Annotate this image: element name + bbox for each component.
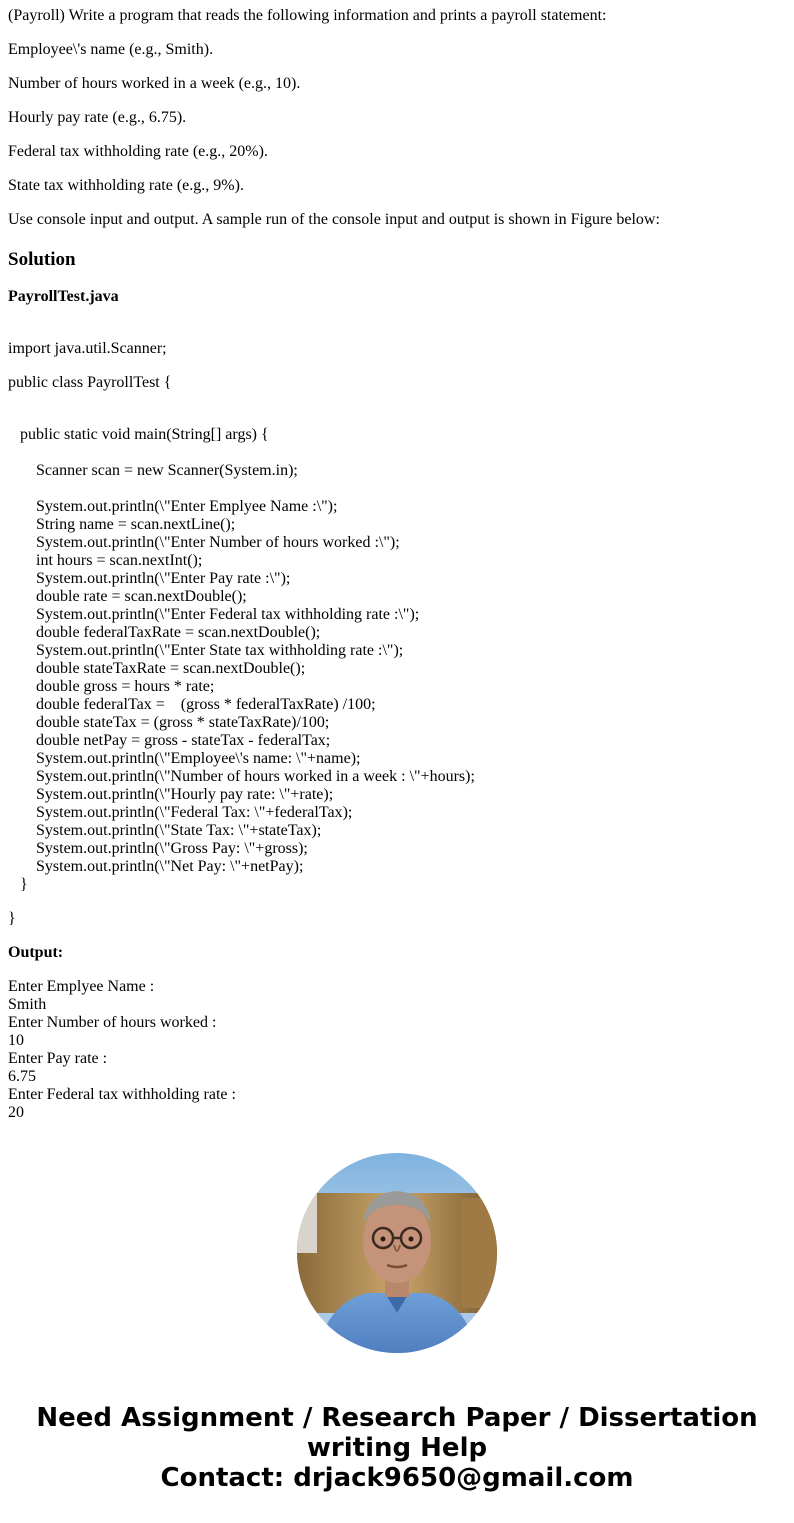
code-line: 20 bbox=[8, 1104, 24, 1121]
code-block-scanner bbox=[8, 462, 298, 480]
contact-banner bbox=[0, 1403, 794, 1493]
code-line: Enter Emplyee Name : bbox=[8, 978, 155, 995]
code-line: System.out.println(\"Enter State tax withholding rate :\"); bbox=[8, 642, 404, 659]
code-line: 10 bbox=[8, 1032, 24, 1049]
banner-line-3: Contact: drjack9650@gmail.com bbox=[160, 1463, 634, 1493]
code-block-class bbox=[8, 374, 171, 392]
code-line: Enter Pay rate : bbox=[8, 1050, 108, 1067]
code-line: double stateTax = (gross * stateTaxRate)/100; bbox=[8, 714, 330, 731]
question-item-hours: Number of hours worked in a week (e.g., 10). bbox=[8, 75, 301, 92]
code-line: System.out.println(\"Hourly pay rate: \"+rate); bbox=[8, 786, 334, 803]
code-line: System.out.println(\"Gross Pay: \"+gross); bbox=[8, 840, 308, 857]
author-photo bbox=[297, 1153, 497, 1353]
code-line: System.out.println(\"State Tax: \"+stateTax); bbox=[8, 822, 322, 839]
code-line: } bbox=[8, 910, 16, 927]
output-label: Output: bbox=[8, 944, 64, 961]
code-line: System.out.println(\"Number of hours worked in a week : \"+hours); bbox=[8, 768, 475, 785]
code-line: Smith bbox=[8, 996, 47, 1013]
solution-heading: Solution bbox=[8, 249, 76, 270]
code-block-body bbox=[8, 498, 475, 894]
code-line: System.out.println(\"Employee\'s name: \"+name); bbox=[8, 750, 361, 767]
author-avatar bbox=[297, 1153, 497, 1353]
code-line: 6.75 bbox=[8, 1068, 36, 1085]
code-block-import bbox=[8, 340, 167, 358]
code-block-main bbox=[8, 426, 269, 444]
code-line: } bbox=[8, 876, 28, 893]
solution-filename: PayrollTest.java bbox=[8, 288, 119, 305]
code-block-close bbox=[8, 910, 16, 928]
code-line: public class PayrollTest { bbox=[8, 374, 172, 391]
code-line: System.out.println(\"Federal Tax: \"+federalTax); bbox=[8, 804, 353, 821]
code-line: System.out.println(\"Enter Number of hours worked :\"); bbox=[8, 534, 400, 551]
code-line: double rate = scan.nextDouble(); bbox=[8, 588, 247, 605]
code-line: System.out.println(\"Enter Pay rate :\"); bbox=[8, 570, 291, 587]
code-line: double gross = hours * rate; bbox=[8, 678, 215, 695]
code-line: Enter Number of hours worked : bbox=[8, 1014, 217, 1031]
code-line: System.out.println(\"Net Pay: \"+netPay); bbox=[8, 858, 304, 875]
question-item-rate: Hourly pay rate (e.g., 6.75). bbox=[8, 109, 187, 126]
code-line: int hours = scan.nextInt(); bbox=[8, 552, 203, 569]
code-line: String name = scan.nextLine(); bbox=[8, 516, 236, 533]
code-line: double stateTaxRate = scan.nextDouble(); bbox=[8, 660, 306, 677]
banner-line-2: writing Help bbox=[306, 1433, 488, 1463]
code-line: System.out.println(\"Enter Emplyee Name :\"); bbox=[8, 498, 338, 515]
code-line: import java.util.Scanner; bbox=[8, 340, 167, 357]
code-line: Enter Federal tax withholding rate : bbox=[8, 1086, 236, 1103]
question-instruction: Use console input and output. A sample run of the console input and output is shown in Figure below: bbox=[8, 211, 660, 228]
question-item-name: Employee\'s name (e.g., Smith). bbox=[8, 41, 214, 58]
code-line: public static void main(String[] args) { bbox=[8, 426, 269, 443]
code-line: System.out.println(\"Enter Federal tax withholding rate :\"); bbox=[8, 606, 420, 623]
question-item-federal: Federal tax withholding rate (e.g., 20%). bbox=[8, 143, 268, 160]
code-line: Scanner scan = new Scanner(System.in); bbox=[8, 462, 298, 479]
output-block bbox=[8, 978, 236, 1122]
code-line: double federalTax = (gross * federalTaxRate) /100; bbox=[8, 696, 376, 713]
question-item-state: State tax withholding rate (e.g., 9%). bbox=[8, 177, 244, 194]
code-line: double netPay = gross - stateTax - federalTax; bbox=[8, 732, 331, 749]
question-intro: (Payroll) Write a program that reads the following information and prints a payroll statement: bbox=[8, 7, 607, 24]
banner-line-1: Need Assignment / Research Paper / Dissertation bbox=[36, 1403, 758, 1433]
code-line: double federalTaxRate = scan.nextDouble(); bbox=[8, 624, 321, 641]
